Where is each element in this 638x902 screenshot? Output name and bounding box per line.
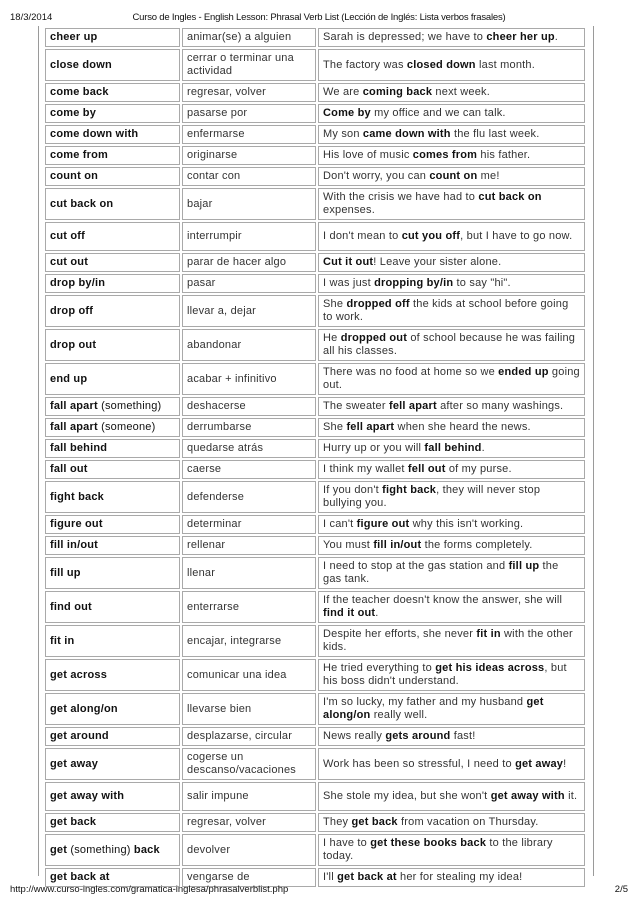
phrasal-verb: get back [50,816,97,828]
phrasal-verb-cell [45,813,180,832]
table-row [45,83,585,102]
phrasal-verb-cell [45,557,180,589]
example-sentence [318,659,585,691]
example-text: She [323,421,347,433]
spanish-meaning: pasar [182,274,316,293]
example-text: I don't mean to [323,230,402,242]
example-text: from vacation on Thursday. [397,816,539,828]
example-highlight: comes from [412,149,478,161]
table-row [45,481,585,513]
example-highlight: fill in/out [373,539,422,551]
example-highlight: cheer her up [486,31,555,43]
phrasal-verb-cell [45,834,180,866]
phrasal-verb: come back [50,86,109,98]
phrasal-verb-particle: back [133,843,160,856]
spanish-meaning: cogerse un descanso/vacaciones [182,748,316,780]
example-text: She [323,298,347,310]
spanish-meaning: pasarse por [182,104,316,123]
phrasal-verb-cell [45,397,180,416]
print-date: 18/3/2014 [10,12,53,23]
example-text: He [323,332,341,344]
example-text: it. [564,790,578,802]
phrasal-verb-cell [45,146,180,165]
table-row [45,329,585,361]
example-text: . [554,31,559,43]
spanish-meaning: enfermarse [182,125,316,144]
example-text: ! Leave your sister alone. [373,256,502,268]
phrasal-verb-table [43,26,587,889]
example-text: News really [323,730,386,742]
example-sentence [318,813,585,832]
spanish-meaning: abandonar [182,329,316,361]
table-row [45,748,585,780]
print-header [0,0,638,26]
example-highlight: fit in [476,628,501,640]
table-row [45,188,585,220]
phrasal-verb: cut out [50,256,89,268]
phrasal-verb-cell [45,536,180,555]
example-highlight: cut back on [478,191,542,203]
spanish-meaning: caerse [182,460,316,479]
example-highlight: get along/on [323,696,544,721]
spanish-meaning: salir impune [182,782,316,811]
example-sentence [318,834,585,866]
phrasal-verb-cell [45,515,180,534]
spanish-meaning: parar de hacer algo [182,253,316,272]
example-text: me! [477,170,500,182]
phrasal-verb: fall apart [50,421,98,433]
phrasal-verb-cell [45,481,180,513]
example-text: the gas tank. [323,560,559,585]
table-row [45,167,585,186]
example-highlight: get away [515,757,564,770]
example-text: I think my wallet [323,463,408,475]
phrasal-verb-cell [45,49,180,81]
example-sentence [318,49,585,81]
example-text: We are [323,86,363,98]
spanish-meaning: rellenar [182,536,316,555]
phrasal-verb: figure out [50,518,103,530]
phrasal-verb: drop by/in [50,277,106,289]
phrasal-verb: fall behind [50,442,108,454]
example-text: fast! [450,730,476,742]
example-sentence [318,363,585,395]
print-title: Curso de Ingles - English Lesson: Phrasal Verb List (Lección de Inglés: Lista verbos frasales) [132,12,506,23]
example-highlight: fill up [508,560,540,572]
example-text: I'm so lucky, my father and my husband [323,696,527,708]
phrasal-verb-cell [45,625,180,657]
table-row [45,49,585,81]
example-highlight: dropping by/in [374,277,454,289]
phrasal-verb: cut back on [50,197,114,210]
phrasal-verb-cell [45,167,180,186]
phrasal-verb-cell [45,125,180,144]
spanish-meaning: llevarse bien [182,693,316,725]
phrasal-verb: drop out [50,338,97,351]
example-highlight: coming back [362,86,433,98]
example-text: the forms completely. [421,539,533,551]
example-text: , but his boss didn't understand. [323,662,567,687]
example-sentence [318,727,585,746]
example-text: Hurry up or you will [323,442,425,454]
example-highlight: closed down [406,58,476,71]
example-text: of school because he was failing all his classes. [323,332,576,357]
example-text: ! [563,757,567,770]
table-row [45,813,585,832]
phrasal-verb: fall apart [50,400,98,412]
spanish-meaning: regresar, volver [182,83,316,102]
example-text: the flu last week. [450,128,540,140]
example-highlight: fell apart [388,400,437,412]
example-text: last month. [475,58,535,71]
example-highlight: get away with [490,790,565,802]
phrasal-verb-cell [45,748,180,780]
verb-note: (someone) [97,421,156,433]
spanish-meaning: llenar [182,557,316,589]
example-highlight: get back at [337,871,397,883]
example-text: the kids at school before going to work. [323,298,569,323]
example-highlight: fall behind [424,442,482,454]
phrasal-verb-cell [45,693,180,725]
spanish-meaning: determinar [182,515,316,534]
example-text: I have to [323,837,371,849]
spanish-meaning: enterrarse [182,591,316,623]
example-text: with the other kids. [323,628,573,653]
table-row [45,439,585,458]
table-row [45,363,585,395]
example-text: Sarah is depressed; we have to [323,31,487,43]
table-row [45,253,585,272]
phrasal-verb-cell [45,83,180,102]
phrasal-verb-cell [45,363,180,395]
example-highlight: cut you off [401,230,461,242]
example-sentence [318,125,585,144]
phrasal-verb-cell [45,418,180,437]
phrasal-verb-cell [45,188,180,220]
example-text: Don't worry, you can [323,170,430,182]
example-highlight: fell out [407,463,446,475]
example-sentence [318,439,585,458]
example-sentence [318,460,585,479]
example-text: My son [323,128,363,140]
example-text: my office and we can talk. [370,107,506,119]
phrasal-verb-cell [45,329,180,361]
phrasal-verb-cell [45,782,180,811]
example-text: I need to stop at the gas station and [323,560,509,572]
phrasal-verb: fill in/out [50,539,99,551]
phrasal-verb: get around [50,730,109,742]
example-sentence [318,188,585,220]
example-highlight: get his ideas across [435,662,545,674]
example-text: His love of music [323,149,413,161]
phrasal-verb: drop off [50,304,94,317]
example-text: her for stealing my idea! [396,871,523,883]
spanish-meaning: originarse [182,146,316,165]
example-text: of my purse. [445,463,512,475]
example-text: There was no food at home so we [323,366,499,378]
example-highlight: dropped off [346,298,410,310]
table-row [45,418,585,437]
spanish-meaning: encajar, integrarse [182,625,316,657]
phrasal-verb: get along/on [50,702,118,715]
example-highlight: Come by [323,107,371,119]
example-text: If you don't [323,484,383,496]
table-row [45,536,585,555]
table-row [45,274,585,293]
phrasal-verb: count on [50,170,99,182]
table-row [45,693,585,725]
example-highlight: figure out [356,518,410,530]
example-highlight: get these books back [370,837,487,849]
example-sentence [318,418,585,437]
example-highlight: Cut it out [323,256,374,268]
phrasal-verb: get away [50,757,99,770]
spanish-meaning: deshacerse [182,397,316,416]
example-text: Work has been so stressful, I need to [323,757,516,770]
example-sentence [318,274,585,293]
example-sentence [318,222,585,251]
example-highlight: dropped out [340,332,408,344]
example-text: when she heard the news. [394,421,531,433]
example-text: You must [323,539,374,551]
spanish-meaning: vengarse de [182,868,316,887]
table-row [45,460,585,479]
phrasal-verb: fill up [50,566,81,579]
example-text: to the library today. [323,837,553,862]
example-sentence [318,557,585,589]
phrasal-verb: end up [50,372,88,385]
spanish-meaning: regresar, volver [182,813,316,832]
phrasal-verb: come by [50,107,97,119]
print-footer [0,880,638,902]
table-row [45,397,585,416]
example-text: next week. [432,86,491,98]
example-text: , they will never stop bullying you. [323,484,541,509]
phrasal-verb: come from [50,149,109,161]
spanish-meaning: comunicar una idea [182,659,316,691]
example-sentence [318,515,585,534]
spanish-meaning: animar(se) a alguien [182,28,316,47]
table-row [45,727,585,746]
example-text: , but I have to go now. [460,230,573,242]
example-text: Despite her efforts, she never [323,628,477,640]
table-row [45,515,585,534]
phrasal-verb-cell [45,274,180,293]
phrasal-verb: get back at [50,871,110,883]
table-row [45,625,585,657]
page-number: 2/5 [614,884,628,895]
phrasal-verb: find out [50,600,92,613]
spanish-meaning: cerrar o terminar una actividad [182,49,316,81]
example-highlight: fell apart [346,421,395,433]
example-text: They [323,816,352,828]
example-sentence [318,748,585,780]
phrasal-verb-cell [45,104,180,123]
phrasal-verb-cell [45,659,180,691]
example-sentence [318,481,585,513]
example-sentence [318,693,585,725]
phrasal-verb-cell [45,727,180,746]
example-text: going out. [323,366,580,391]
phrasal-verb: come down with [50,128,139,140]
table-row [45,28,585,47]
example-sentence [318,591,585,623]
spanish-meaning: desplazarse, circular [182,727,316,746]
spanish-meaning: quedarse atrás [182,439,316,458]
example-sentence [318,397,585,416]
table-row [45,591,585,623]
example-highlight: get back [351,816,398,828]
phrasal-verb: cheer up [50,31,98,43]
phrasal-verb-cell [45,591,180,623]
example-highlight: fight back [382,484,437,496]
phrasal-verb-cell [45,439,180,458]
phrasal-verb: cut off [50,230,86,242]
phrasal-verb: fit in [50,634,75,647]
spanish-meaning: bajar [182,188,316,220]
example-text: With the crisis we have had to [323,191,479,203]
example-sentence [318,253,585,272]
spanish-meaning: derrumbarse [182,418,316,437]
example-text: She stole my idea, but she won't [323,790,491,802]
phrasal-verb: get [50,843,68,856]
spanish-meaning: interrumpir [182,222,316,251]
table-row [45,146,585,165]
phrasal-verb-cell [45,28,180,47]
footer-url: http://www.curso-ingles.com/gramatica-inglesa/phrasalverblist.php [10,884,289,895]
example-highlight: came down with [362,128,451,140]
example-text: really well. [370,709,428,721]
phrasal-verb-cell [45,460,180,479]
phrasal-verb-cell [45,253,180,272]
phrasal-verb-cell [45,222,180,251]
example-text: after so many washings. [436,400,564,412]
verb-note: (something) [67,843,134,856]
example-highlight: gets around [385,730,451,742]
example-text: his father. [477,149,531,161]
example-text: expenses. [323,204,375,216]
example-text: to say "hi". [453,277,511,289]
table-row [45,222,585,251]
example-text: If the teacher doesn't know the answer, she will [323,594,563,606]
example-sentence [318,782,585,811]
phrasal-verb: fight back [50,490,104,503]
example-text: The factory was [323,58,407,71]
example-text: The sweater [323,400,389,412]
phrasal-verb: close down [50,58,112,71]
example-text: . [481,442,485,454]
example-text: I was just [323,277,375,289]
example-text: why this isn't working. [409,518,524,530]
table-row [45,782,585,811]
table-row [45,834,585,866]
example-sentence [318,28,585,47]
phrasal-verb-cell [45,295,180,327]
table-row [45,659,585,691]
example-text: I can't [323,518,357,530]
spanish-meaning: contar con [182,167,316,186]
example-sentence [318,83,585,102]
spanish-meaning: acabar + infinitivo [182,363,316,395]
spanish-meaning: llevar a, dejar [182,295,316,327]
phrasal-verb: fall out [50,463,88,475]
example-sentence [318,625,585,657]
example-sentence [318,104,585,123]
example-text: He tried everything to [323,662,436,674]
example-highlight: ended up [498,366,549,378]
example-sentence [318,295,585,327]
example-sentence [318,329,585,361]
example-sentence [318,146,585,165]
example-sentence [318,536,585,555]
example-highlight: find it out [323,607,376,619]
table-row [45,125,585,144]
example-sentence [318,167,585,186]
example-text: I'll [323,871,338,883]
phrasal-verb: get away with [50,790,125,802]
spanish-meaning: devolver [182,834,316,866]
table-row [45,104,585,123]
spanish-meaning: defenderse [182,481,316,513]
phrasal-verb: get across [50,668,108,681]
example-text: . [375,607,379,619]
example-highlight: count on [429,170,478,182]
table-row [45,557,585,589]
verb-note: (something) [97,400,162,412]
table-row [45,295,585,327]
